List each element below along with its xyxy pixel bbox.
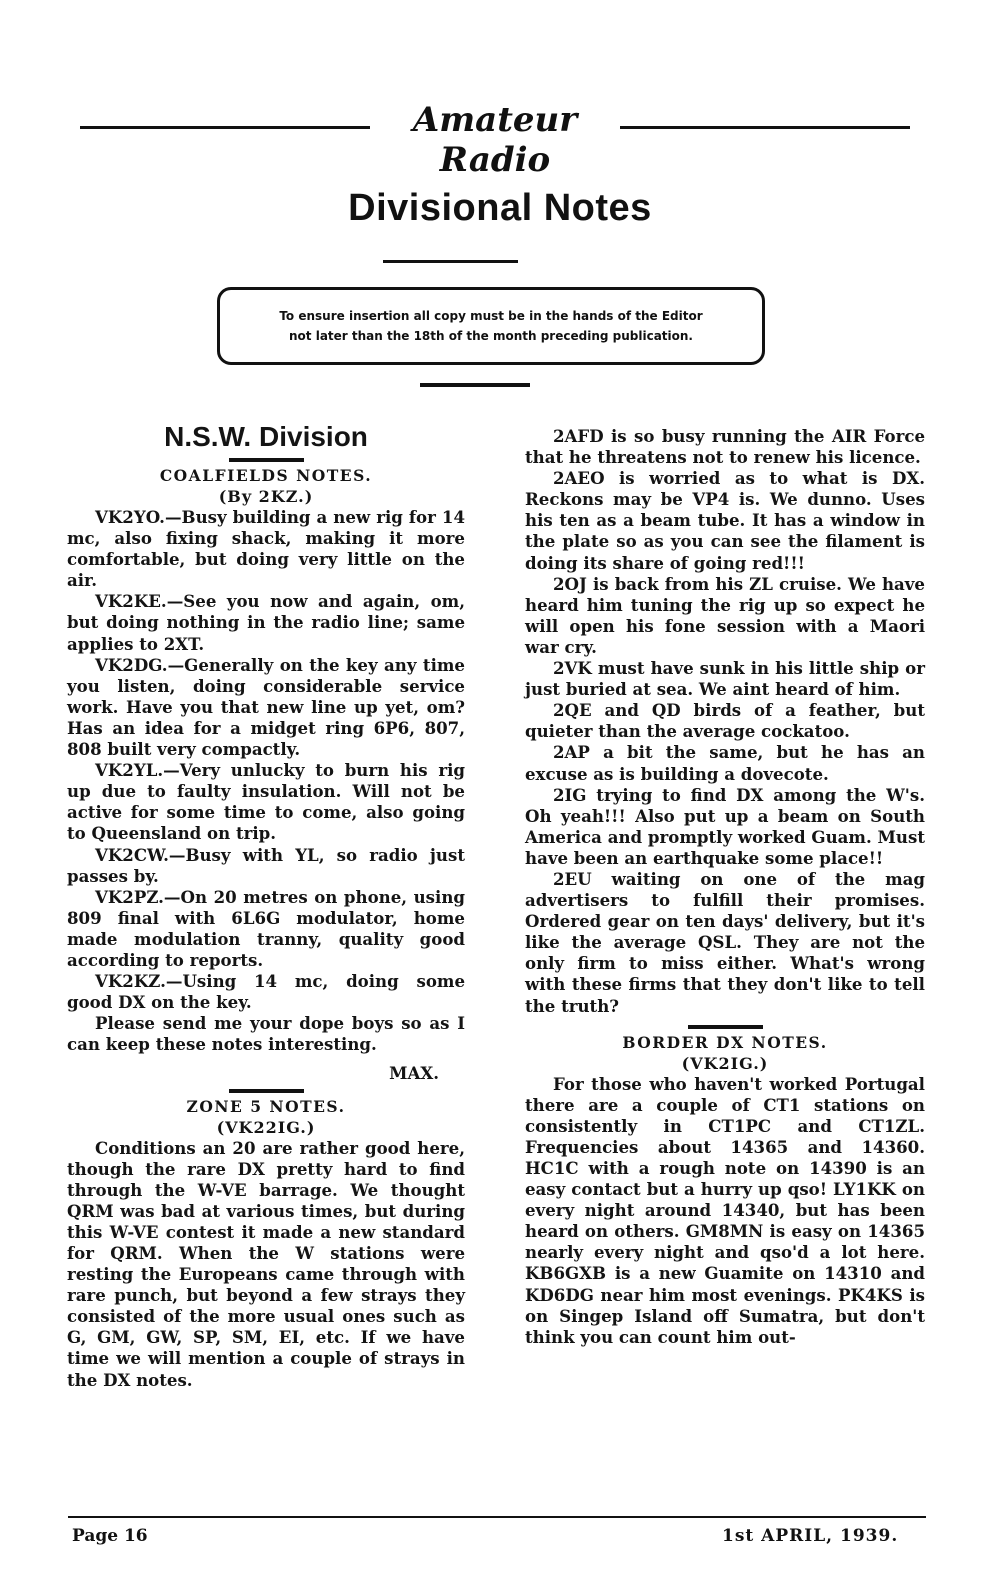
section-rule (229, 1089, 304, 1093)
paragraph: VK2KE.—See you now and again, om, but doing nothing in the radio line; same applies to 2XT. (67, 591, 465, 654)
title-rule (383, 260, 518, 263)
paragraph: VK2CW.—Busy with YL, so radio just passes by. (67, 844, 465, 886)
left-column (67, 420, 465, 1391)
coalfields-heading: COALFIELDS NOTES. (159, 466, 373, 485)
paragraph: 2AFD is so busy running the AIR Force that he threatens not to renew his licence. (525, 426, 925, 468)
paragraph: VK2YL.—Very unlucky to burn his rig up due to faulty insulation. Will not be active for some time to come, also going to Queensland on trip. (67, 760, 465, 844)
issue-date: 1st APRIL, 1939. (722, 1526, 899, 1546)
masthead-rule-left (80, 126, 370, 129)
paragraph: 2EU waiting on one of the mag advertisers to fulfill their promises. Ordered gear on ten days' delivery, but it's like the average QSL. They are not the only firm to miss either. What's wrong with these firms that they don't like to tell the truth? (525, 868, 925, 1016)
masthead (80, 100, 910, 180)
paragraph: 2IG trying to find DX among the W's. Oh yeah!!! Also put up a beam on South America and promptly worked Guam. Must have been an earthquake some place!! (525, 784, 925, 868)
notice-rule (420, 383, 530, 387)
masthead-logo: Amateur Radio (412, 100, 578, 180)
division-heading: N.S.W. Division (164, 421, 368, 452)
paragraph: VK2KZ.—Using 14 mc, doing some good DX on the key. (67, 971, 465, 1013)
paragraph: VK2DG.—Generally on the key any time you listen, doing considerable service work. Have you that new line up yet, om? Has an idea for a midget ring 6P6, 807, 808 built very compactly. (67, 654, 465, 760)
paragraph: 2AEO is worried as to what is DX. Reckons may be VP4 is. We dunno. Uses his ten as a beam tube. It has a window in the plate so as you can see the filament is doing its share of going red!!! (525, 468, 925, 573)
footer-rule (68, 1516, 926, 1518)
editor-notice-box (217, 287, 765, 365)
paragraph: VK2PZ.—On 20 metres on phone, using 809 final with 6L6G modulator, home made modulation tranny, quality good according to reports. (67, 886, 465, 970)
paragraph: 2AP a bit the same, but he has an excuse as is building a dovecote. (525, 742, 925, 784)
border-byline: (VK2IG.) (681, 1053, 769, 1073)
coalfields-byline: (By 2KZ.) (218, 487, 314, 506)
page-title: Divisional Notes (348, 187, 652, 229)
notice-line-2: not later than the 18th of the month preceding publication. (289, 329, 693, 343)
paragraph: Conditions an 20 are rather good here, though the rare DX pretty hard to find through the W-VE barrage. We thought QRM was bad at various times, but during this W-VE contest it made a new standard for QRM. When the W stations were resting the Europeans came through with rare punch, but beyond a few strays they consisted of the more usual ones such as G, GM, GW, SP, SM, EI, etc. If we have time we will mention a couple of strays in the DX notes. (67, 1137, 465, 1390)
signature: MAX. (389, 1063, 439, 1084)
paragraph: 2QE and QD birds of a feather, but quieter than the average cockatoo. (525, 700, 925, 742)
section-rule (688, 1025, 763, 1029)
paragraph: 2VK must have sunk in his little ship or just buried at sea. We aint heard of him. (525, 658, 925, 700)
zone5-byline: (VK22IG.) (216, 1117, 316, 1137)
notice-line-1: To ensure insertion all copy must be in the hands of the Editor (279, 309, 703, 323)
masthead-rule-right (620, 126, 910, 129)
paragraph: Please send me your dope boys so as I can keep these notes interesting. (67, 1013, 465, 1055)
page-number: Page 16 (72, 1526, 148, 1546)
zone5-heading: ZONE 5 NOTES. (186, 1096, 346, 1116)
right-column (525, 426, 925, 1348)
section-rule (229, 458, 304, 462)
paragraph: For those who haven't worked Portugal there are a couple of CT1 stations on consistently in CT1PC and CT1ZL. Frequencies about 14365 and 14360. HC1C with a rough note on 14390 is an easy contact but a hurry up qso! LY1KK on every night around 14340, but has been heard on others. GM8MN is easy on 14365 nearly every night and qso'd a lot here. KB6GXB is a new Guamite on 14310 and KD6DG near him most evenings. PK4KS is on Singep Island off Sumatra, but don't think you can count him out- (525, 1073, 925, 1347)
paragraph: 2OJ is back from his ZL cruise. We have heard him tuning the rig up so expect he will open his fone session with a Maori war cry. (525, 573, 925, 657)
paragraph: VK2YO.—Busy building a new rig for 14 mc, also fixing shack, making it more comfortable, but doing very little on the air. (67, 507, 465, 591)
border-heading: BORDER DX NOTES. (622, 1032, 828, 1052)
